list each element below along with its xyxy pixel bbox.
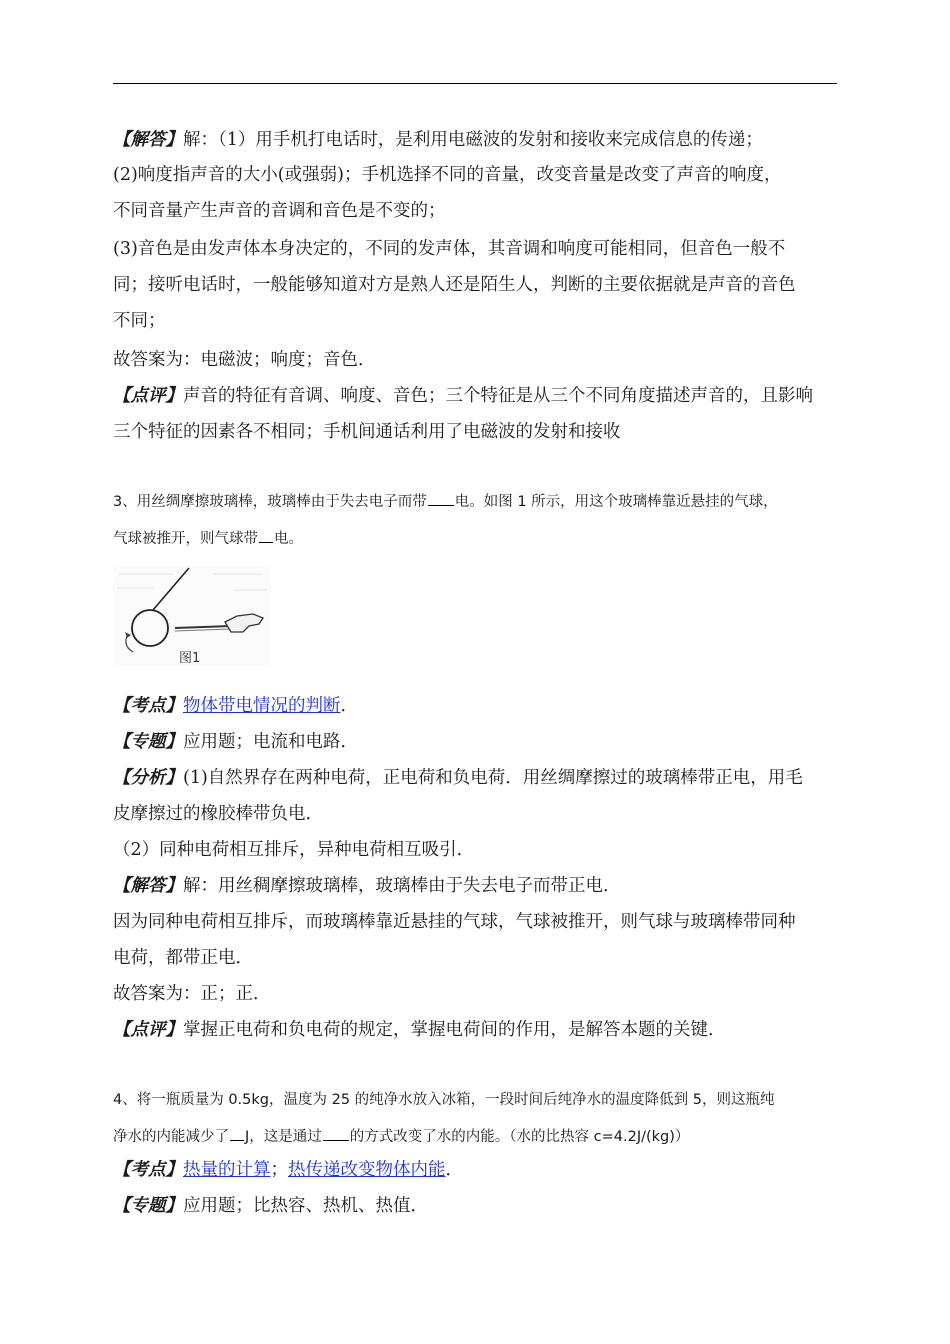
kaodian-link[interactable]: 物体带电情况的判断 xyxy=(183,696,341,716)
answer-blank xyxy=(259,530,273,543)
answer-blank xyxy=(428,493,454,506)
figure-caption: 图1 xyxy=(179,651,201,666)
kaodian-link[interactable]: 热传递改变物体内能 xyxy=(288,1160,446,1180)
answer-blank xyxy=(323,1128,349,1141)
q3-jieda-line: 因为同种电荷相互排斥，而玻璃棒靠近悬挂的气球，气球被推开，则气球与玻璃棒带同种 xyxy=(113,912,796,932)
q2-comment-line: 【点评】声音的特征有音调、响度、音色；三个特征是从三个不同角度描述声音的，且影响 xyxy=(113,386,813,406)
q4-zhuanti: 【专题】应用题；比热容、热机、热值． xyxy=(113,1196,428,1216)
q2-answer-line: 【解答】解：（1）用手机打电话时，是利用电磁波的发射和接收来完成信息的传递； xyxy=(113,130,763,150)
figure-1-balloon-rod xyxy=(113,566,271,666)
q4-question-line: 净水的内能减少了 J，这是通过 的方式改变了水的内能。（水的比热容 c=4.2J/(kg)） xyxy=(113,1129,690,1145)
answer-blank xyxy=(230,1128,244,1141)
q2-answer-line: 同；接听电话时，一般能够知道对方是熟人还是陌生人，判断的主要依据就是声音的音色 xyxy=(113,275,796,295)
q3-fenxi-line: （2）同种电荷相互排斥，异种电荷相互吸引． xyxy=(113,840,475,860)
q3-fenxi-line: 皮摩擦过的橡胶棒带负电． xyxy=(113,804,323,824)
q3-kaodian: 【考点】物体带电情况的判断． xyxy=(113,696,358,716)
q3-zhuanti: 【专题】应用题；电流和电路． xyxy=(113,732,358,752)
header-rule xyxy=(113,83,837,84)
q4-question-line: 4、将一瓶质量为 0.5kg，温度为 25 的纯净水放入冰箱，一段时间后纯净水的温度降低到 5，则这瓶纯 xyxy=(113,1092,775,1108)
comment-tag: 【点评】 xyxy=(113,386,183,406)
q3-jieda-line: 【解答】解：用丝稠摩擦玻璃棒，玻璃棒由于失去电子而带正电． xyxy=(113,876,621,896)
answer-tag: 【解答】 xyxy=(113,130,183,150)
q3-fenxi-line: 【分析】(1)自然界存在两种电荷，正电荷和负电荷．用丝绸摩擦过的玻璃棒带正电，用毛 xyxy=(113,768,803,788)
q2-comment-line: 三个特征的因素各不相同；手机间通话利用了电磁波的发射和接收 xyxy=(113,422,621,442)
kaodian-link[interactable]: 热量的计算 xyxy=(183,1160,271,1180)
q3-question-line: 气球被推开，则气球带 电。 xyxy=(113,531,303,547)
q2-answer-line: (3)音色是由发声体本身决定的，不同的发声体，其音调和响度可能相同，但音色一般不 xyxy=(113,239,786,259)
q3-dianping: 【点评】掌握正电荷和负电荷的规定，掌握电荷间的作用，是解答本题的关键． xyxy=(113,1020,726,1040)
q2-answer-line: 不同； xyxy=(113,311,166,331)
q2-answer-line: 不同音量产生声音的音调和音色是不变的； xyxy=(113,201,446,221)
q4-kaodian: 【考点】热量的计算；热传递改变物体内能． xyxy=(113,1160,463,1180)
q2-answer-line: (2)响度指声音的大小(或强弱)；手机选择不同的音量，改变音量是改变了声音的响度， xyxy=(113,165,782,185)
q3-question-line: 3、用丝绸摩擦玻璃棒，玻璃棒由于失去电子而带 电。如图 1 所示，用这个玻璃棒靠近悬挂的气球， xyxy=(113,494,778,510)
q3-jieda-line: 电荷，都带正电． xyxy=(113,948,253,968)
q3-jieda-line: 故答案为：正；正． xyxy=(113,984,271,1004)
q2-answer-final: 故答案为：电磁波；响度；音色． xyxy=(113,350,376,370)
